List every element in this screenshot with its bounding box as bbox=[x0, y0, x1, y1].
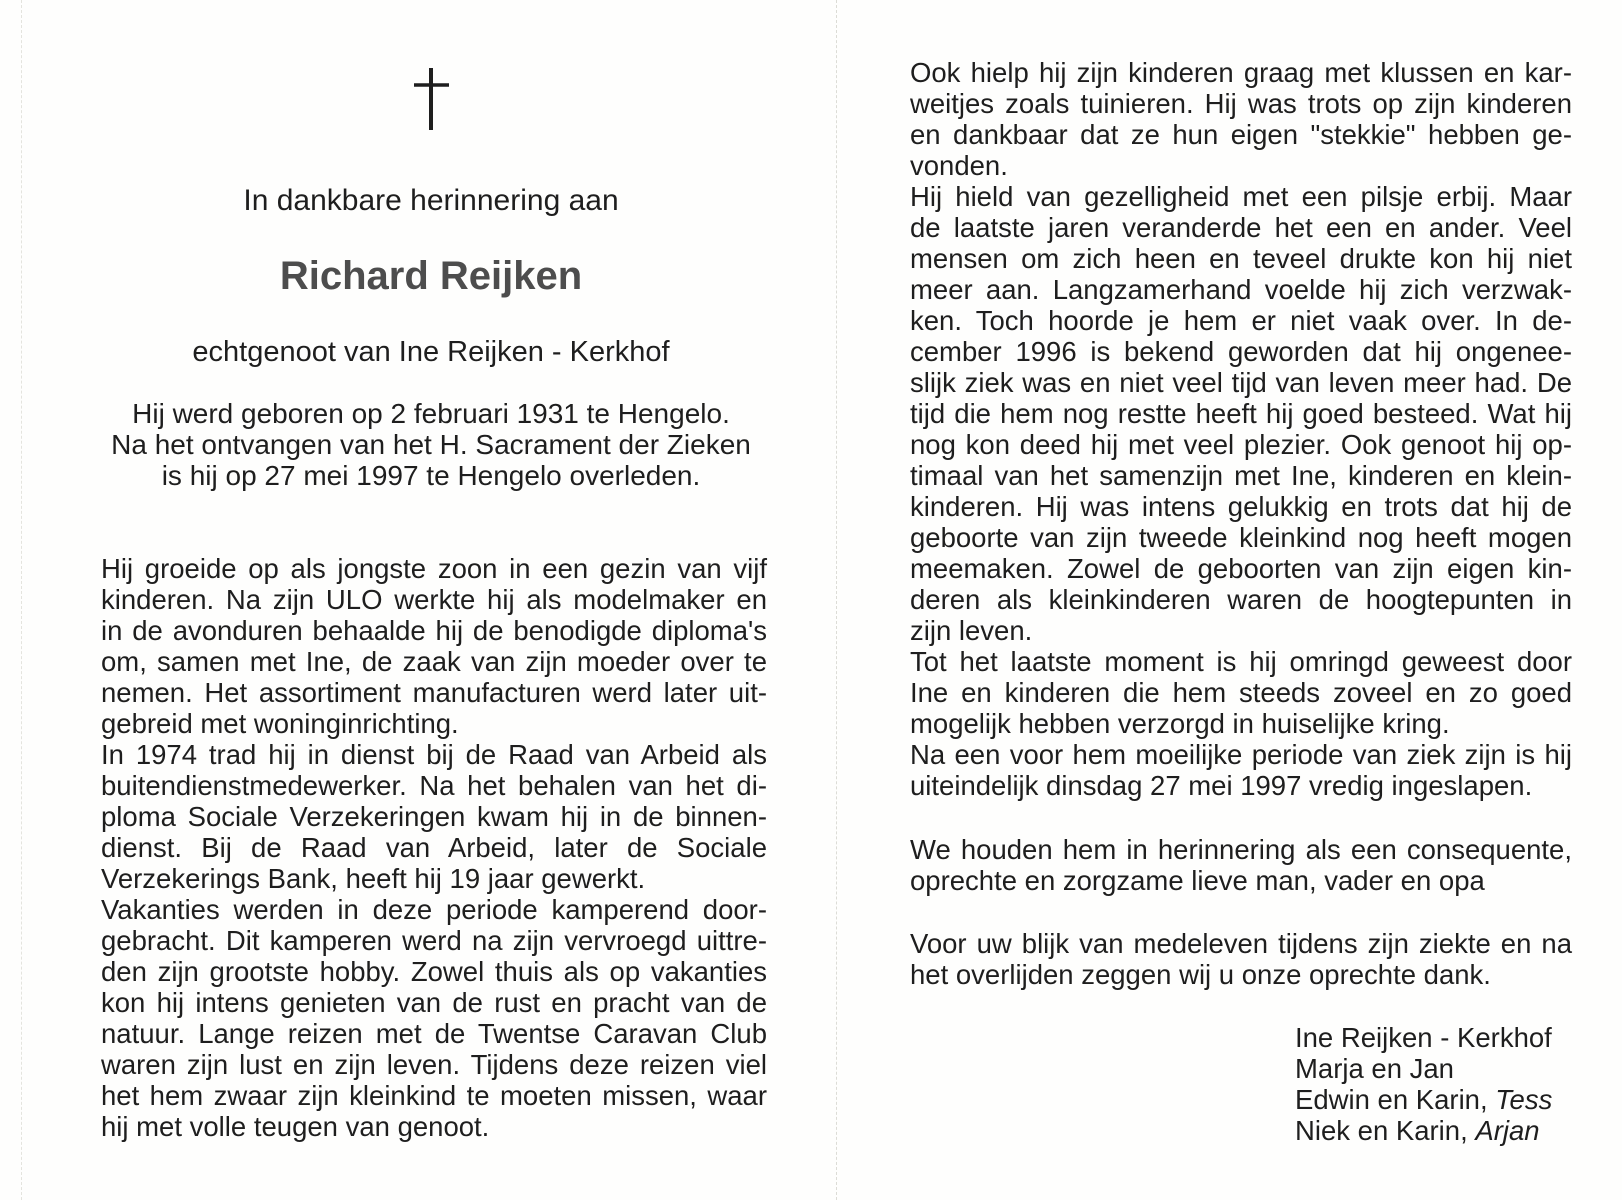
body-line: mensen om zich heen en teveel drukte kon hij niet bbox=[910, 243, 1572, 274]
body-line: meemaken. Zowel de geboorten van zijn eigen kin- bbox=[910, 553, 1572, 584]
body-line: waren zijn lust en zijn leven. Tijdens deze reizen viel bbox=[101, 1049, 767, 1080]
body-line: Hij groeide op als jongste zoon in een gezin van vijf bbox=[101, 553, 767, 584]
body-line: om, samen met Ine, de zaak van zijn moeder over te bbox=[101, 646, 767, 677]
body-line: ploma Sociale Verzekeringen kwam hij in de binnen- bbox=[101, 801, 767, 832]
body-line: ken. Toch hoorde je hem er niet vaak over. In de- bbox=[910, 305, 1572, 336]
body-line: timaal van het samenzijn met Ine, kinderen en klein- bbox=[910, 460, 1572, 491]
body-line: Na een voor hem moeilijke periode van ziek zijn is hij bbox=[910, 739, 1572, 770]
spouse-line: echtgenoot van Ine Reijken - Kerkhof bbox=[192, 336, 670, 368]
body-line: natuur. Lange reizen met de Twentse Caravan Club bbox=[101, 1018, 767, 1049]
body-line: Ook hielp hij zijn kinderen graag met klussen en kar- bbox=[910, 57, 1572, 88]
body-line: kinderen. Hij was intens gelukkig en trots dat hij de bbox=[910, 491, 1572, 522]
remembrance-line: oprechte en zorgzame lieve man, vader en opa bbox=[910, 865, 1485, 896]
body-line: en dankbaar dat ze hun eigen "stekkie" hebben ge- bbox=[910, 119, 1572, 150]
signature-line bbox=[1295, 1022, 1572, 1053]
body-line: mogelijk hebben verzorgd in huiselijke kring. bbox=[910, 708, 1450, 739]
signature-grandchild: Arjan bbox=[1475, 1115, 1540, 1146]
thanks-line: Voor uw blijk van medeleven tijdens zijn ziekte en na bbox=[910, 928, 1572, 959]
body-line: vonden. bbox=[910, 150, 1008, 181]
signature-line bbox=[1295, 1084, 1572, 1115]
body-line: nemen. Het assortiment manufacturen werd later uit- bbox=[101, 677, 767, 708]
vital-line: Na het ontvangen van het H. Sacrament der Zieken bbox=[111, 429, 751, 460]
body-line: slijk ziek was en niet veel tijd van leven meer had. De bbox=[910, 367, 1572, 398]
thanks-line: het overlijden zeggen wij u onze oprechte dank. bbox=[910, 959, 1491, 990]
body-line: Ine en kinderen die hem steeds zoveel en zo goed bbox=[910, 677, 1572, 708]
signature-line bbox=[1295, 1115, 1572, 1146]
body-line: tijd die hem nog restte heeft hij goed besteed. Wat hij bbox=[910, 398, 1572, 429]
signature-grandchild: Tess bbox=[1495, 1084, 1553, 1115]
body-line: de laatste jaren veranderde het een en ander. Veel bbox=[910, 212, 1572, 243]
vital-dates bbox=[101, 398, 761, 491]
body-line: weitjes zoals tuinieren. Hij was trots op zijn kinderen bbox=[910, 88, 1572, 119]
signature-names: Edwin en Karin, bbox=[1295, 1084, 1488, 1115]
vital-line: Hij werd geboren op 2 februari 1931 te Hengelo. bbox=[132, 398, 730, 429]
body-line: buitendienstmedewerker. Na het behalen van het di- bbox=[101, 770, 767, 801]
family-signature bbox=[910, 1022, 1572, 1146]
body-line: hij met volle teugen van genoot. bbox=[101, 1111, 490, 1142]
vital-line: is hij op 27 mei 1997 te Hengelo overleden. bbox=[161, 460, 701, 491]
body-line: meer aan. Langzamerhand voelde hij zich verzwak- bbox=[910, 274, 1572, 305]
body-line: zijn leven. bbox=[910, 615, 1033, 646]
body-line: het hem zwaar zijn kleinkind te moeten missen, waar bbox=[101, 1080, 767, 1111]
body-line: Verzekerings Bank, heeft hij 19 jaar gewerkt. bbox=[101, 863, 646, 894]
signature-names: Marja en Jan bbox=[1295, 1053, 1454, 1084]
body-line: gebreid met woninginrichting. bbox=[101, 708, 459, 739]
body-line: uiteindelijk dinsdag 27 mei 1997 vredig ingeslapen. bbox=[910, 770, 1533, 801]
signature-names: Niek en Karin, bbox=[1295, 1115, 1468, 1146]
body-line: deren als kleinkinderen waren de hoogtepunten in bbox=[910, 584, 1572, 615]
body-line: in de avonduren behaalde hij de benodigde diploma's bbox=[101, 615, 767, 646]
life-story-right bbox=[910, 57, 1572, 1146]
body-line: den zijn grootste hobby. Zowel thuis als op vakanties bbox=[101, 956, 767, 987]
deceased-name: Richard Reijken bbox=[279, 254, 583, 298]
remembrance-line: We houden hem in herinnering als een consequente, bbox=[910, 834, 1572, 865]
body-line: gebracht. Dit kamperen werd na zijn vervroegd uittre- bbox=[101, 925, 767, 956]
body-line: cember 1996 is bekend geworden dat hij ongenee- bbox=[910, 336, 1572, 367]
body-line: In 1974 trad hij in dienst bij de Raad van Arbeid als bbox=[101, 739, 767, 770]
body-line: geboorte van zijn tweede kleinkind nog heeft mogen bbox=[910, 522, 1572, 553]
body-line: Tot het laatste moment is hij omringd geweest door bbox=[910, 646, 1572, 677]
intro-text: In dankbare herinnering aan bbox=[243, 184, 619, 217]
life-story-left bbox=[101, 553, 767, 1142]
remembrance-block bbox=[910, 834, 1572, 896]
cross-icon bbox=[411, 66, 451, 132]
signature-names: Ine Reijken - Kerkhof bbox=[1295, 1022, 1552, 1053]
signature-line bbox=[1295, 1053, 1572, 1084]
body-line: dienst. Bij de Raad van Arbeid, later de Sociale bbox=[101, 832, 767, 863]
thanks-block bbox=[910, 928, 1572, 990]
body-line: Vakanties werden in deze periode kamperend door- bbox=[101, 894, 767, 925]
body-line: kinderen. Na zijn ULO werkte hij als modelmaker en bbox=[101, 584, 767, 615]
body-line: nog kon deed hij met veel plezier. Ook genoot hij op- bbox=[910, 429, 1572, 460]
body-line: kon hij intens genieten van de rust en pracht van de bbox=[101, 987, 767, 1018]
body-line: Hij hield van gezelligheid met een pilsje erbij. Maar bbox=[910, 181, 1572, 212]
